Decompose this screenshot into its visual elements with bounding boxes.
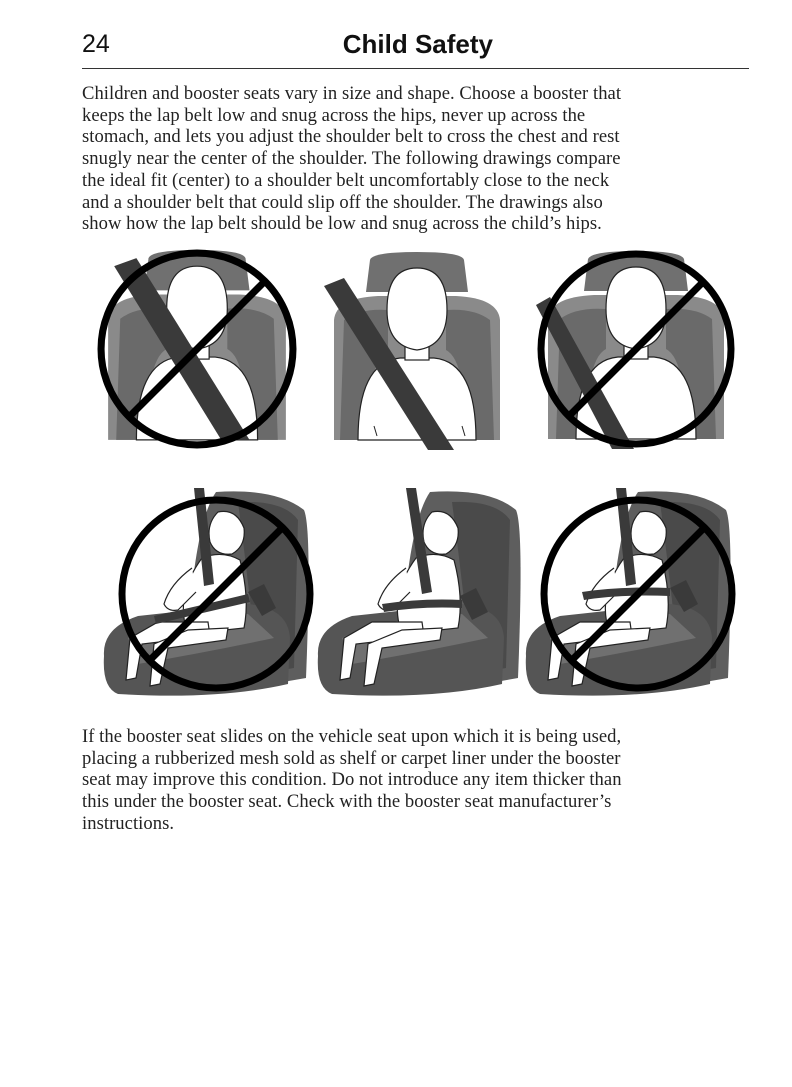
page-number: 24 [82,30,110,58]
text-line: If the booster seat slides on the vehicle seat upon which it is being used, [82,726,622,747]
shoulder-belt-near-neck-illustration [96,248,298,450]
text-line: this under the booster seat. Check with the booster seat manufacturer’s [82,791,612,813]
text-line: and a shoulder belt that could slip off the shoulder. The drawings also [82,191,603,213]
text-line: Children and booster seats vary in size and shape. Choose a booster that [82,83,622,104]
lap-belt-incorrect-illustration [520,488,738,700]
closing-paragraph [82,726,750,835]
page-title: Child Safety [342,29,493,59]
text-line: seat may improve this condition. Do not introduce any item thicker than [82,769,622,791]
text-line: instructions. [82,812,175,834]
text-line: snugly near the center of the shoulder. The following drawings compare [82,148,621,170]
intro-paragraph [82,83,750,235]
text-line: keeps the lap belt low and snug across the hips, never up across the [82,104,586,126]
text-line: stomach, and lets you adjust the shoulder belt to cross the chest and rest [82,126,620,148]
header-rule [82,68,749,69]
shoulder-belt-off-shoulder-illustration [536,248,736,450]
text-line: placing a rubberized mesh sold as shelf or carpet liner under the booster [82,747,621,769]
lap-belt-correct-fit-illustration [312,488,524,700]
shoulder-belt-correct-fit-illustration [322,250,512,450]
text-line: show how the lap belt should be low and snug across the child’s hips. [82,213,602,235]
text-line: the ideal fit (center) to a shoulder belt uncomfortably close to the neck [82,169,610,191]
lap-belt-incorrect-illustration [98,488,316,700]
